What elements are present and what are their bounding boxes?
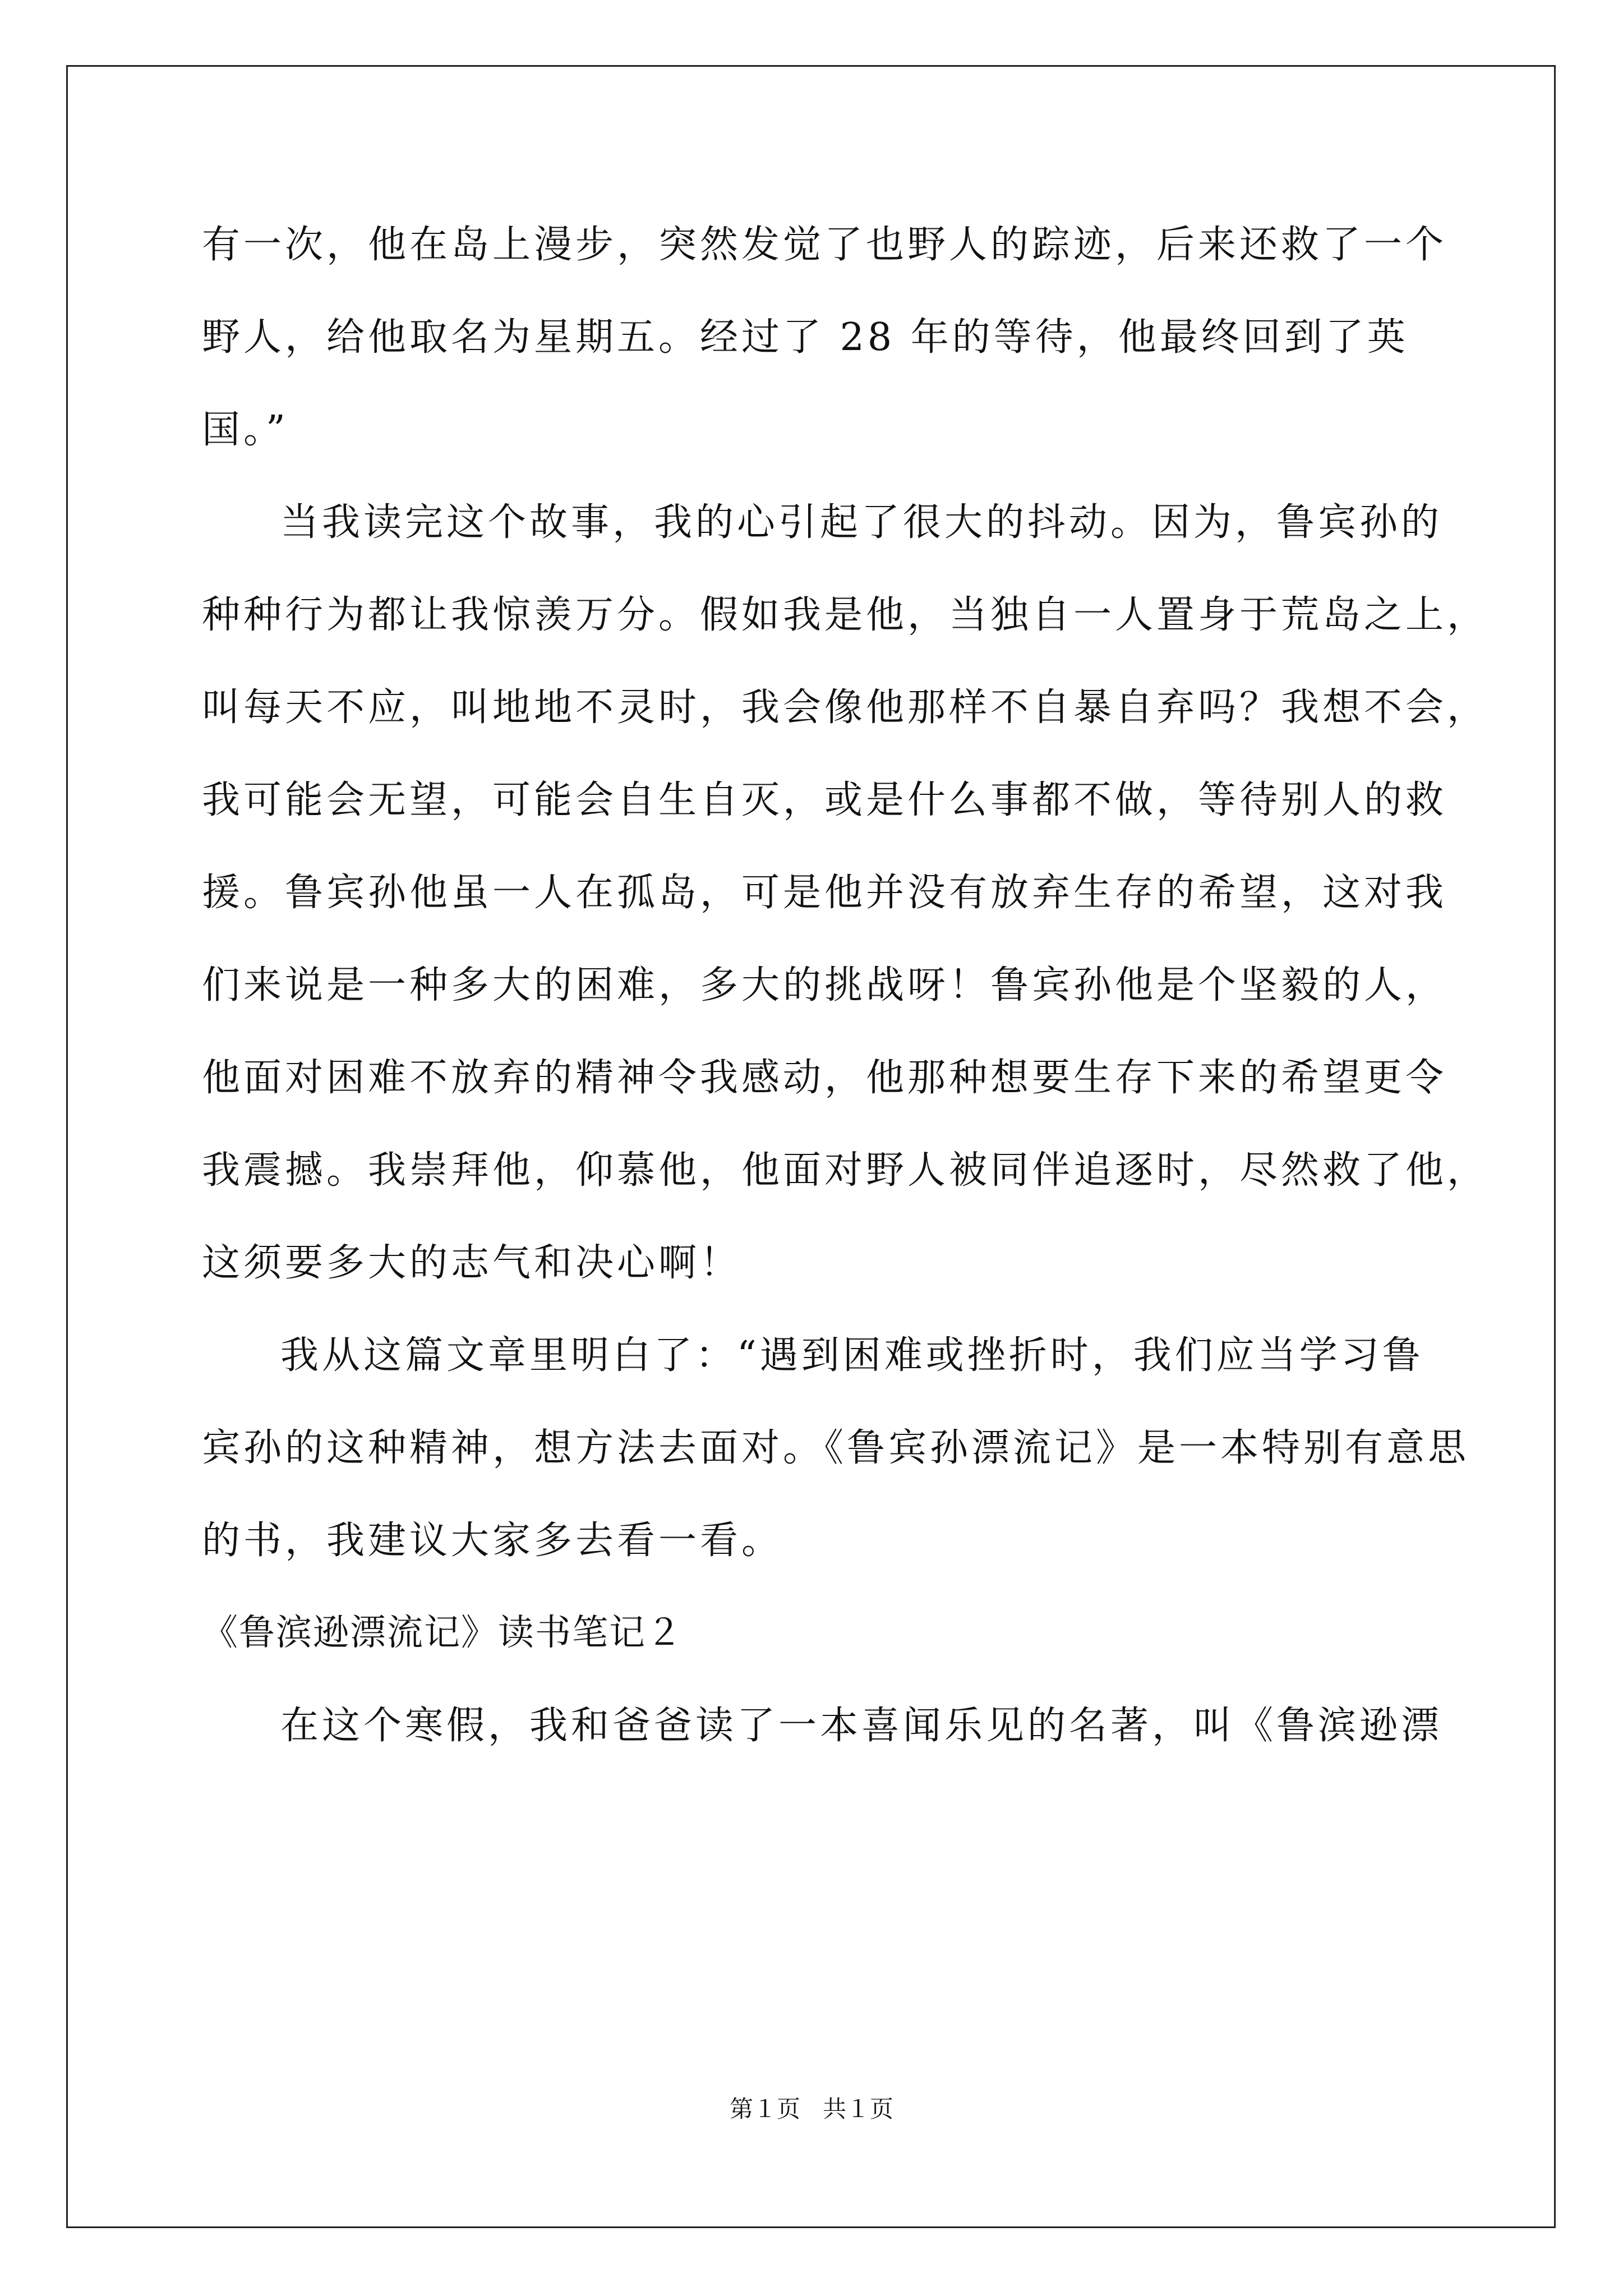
text-line-11: 我震撼。我崇拜他，仰慕他，他面对野人被同伴追逐时，尽然救了他， [202, 1148, 1489, 1193]
text-line-5: 种种行为都让我惊羡万分。假如我是他，当独自一人置身于荒岛之上， [202, 593, 1489, 637]
text-line-8: 援。鲁宾孙他虽一人在孤岛，可是他并没有放弃生存的希望，这对我 [202, 871, 1447, 915]
text-line-1: 有一次，他在岛上漫步，突然发觉了也野人的踪迹，后来还救了一个 [202, 223, 1447, 267]
text-line-9: 们来说是一种多大的困难，多大的挑战呀！鲁宾孙他是个坚毅的人， [202, 963, 1447, 1007]
text-line-15: 的书，我建议大家多去看一看。 [202, 1519, 783, 1563]
text-line-16: 在这个寒假，我和爸爸读了一本喜闻乐见的名著，叫《鲁滨逊漂 [280, 1704, 1443, 1748]
text-line-14: 宾孙的这种精神，想方法去面对。《鲁宾孙漂流记》是一本特别有意思 [202, 1426, 1470, 1470]
section-heading: 《鲁滨逊漂流记》读书笔记２ [202, 1612, 683, 1654]
document-body [202, 199, 1489, 1772]
text-line-4: 当我读完这个故事，我的心引起了很大的抖动。因为，鲁宾孙的 [280, 500, 1443, 545]
text-line-12: 这须要多大的志气和决心啊！ [202, 1241, 742, 1285]
text-line-3: 国。” [202, 408, 289, 452]
text-line-13: 我从这篇文章里明白了：“遇到困难或挫折时，我们应当学习鲁 [280, 1333, 1424, 1378]
page-total: 共１页 [823, 2095, 894, 2123]
text-line-7: 我可能会无望，可能会自生自灭，或是什么事都不做，等待别人的救 [202, 778, 1447, 822]
page-footer [0, 2092, 1623, 2126]
page-number: 第１页 [729, 2095, 800, 2123]
text-line-6: 叫每天不应，叫地地不灵时，我会像他那样不自暴自弃吗？我想不会， [202, 685, 1489, 730]
text-line-10: 他面对困难不放弃的精神令我感动，他那种想要生存下来的希望更令 [202, 1056, 1447, 1100]
text-line-2: 野人，给他取名为星期五。经过了 28 年的等待，他最终回到了英 [202, 315, 1409, 360]
